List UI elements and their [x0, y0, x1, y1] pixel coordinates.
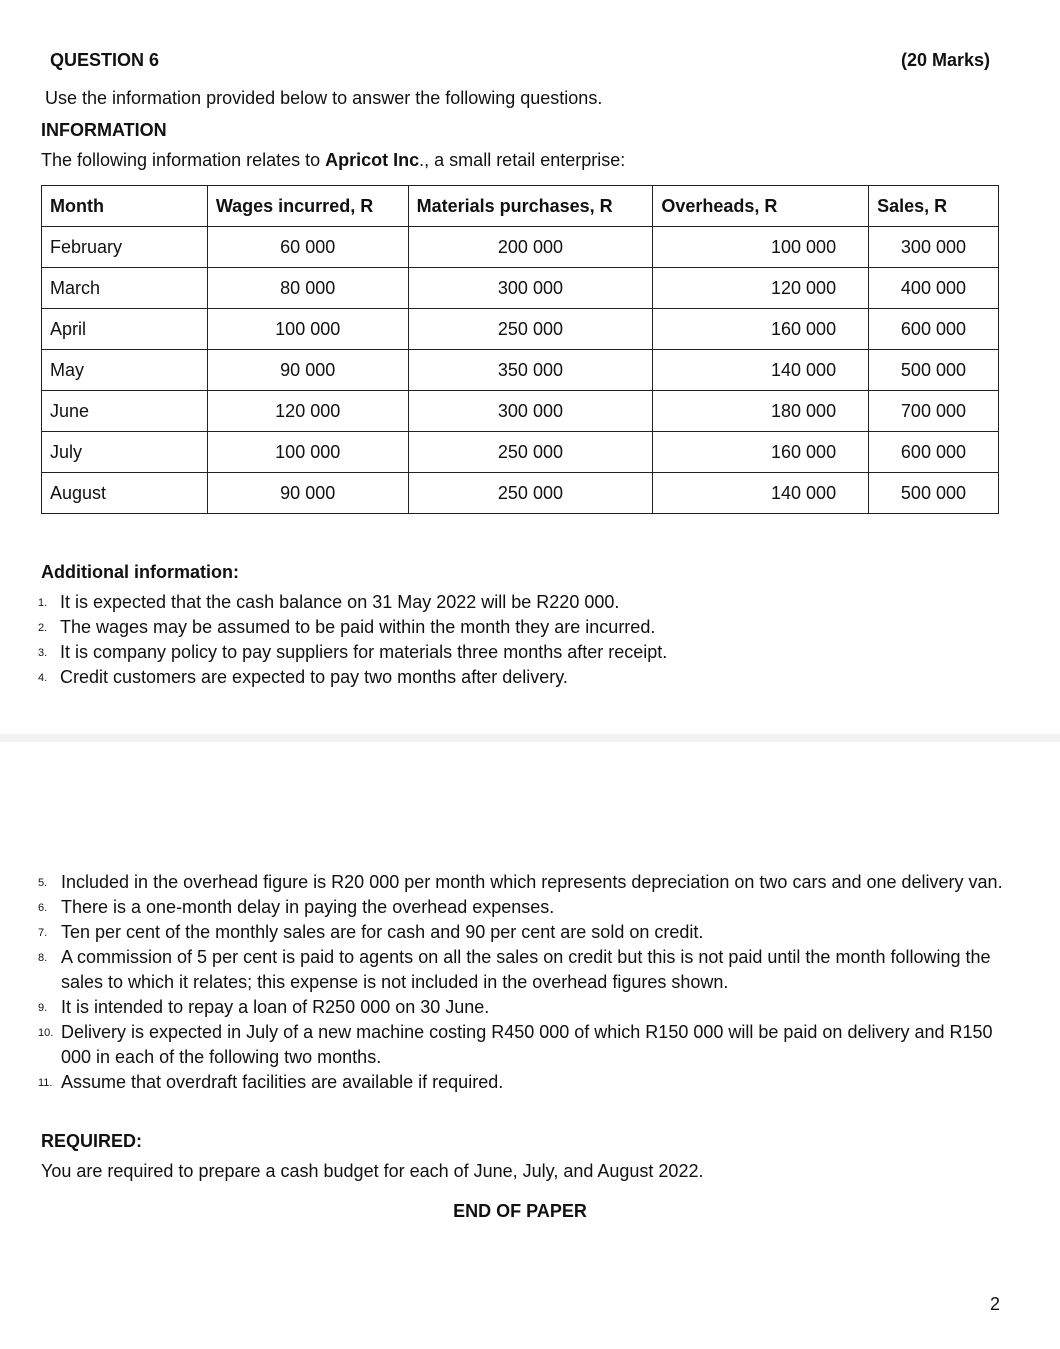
value-cell: 300 000 [408, 391, 653, 432]
table-row [42, 350, 999, 391]
list-item [38, 665, 998, 690]
month-cell: June [42, 391, 208, 432]
additional-info-heading: Additional information: [41, 562, 239, 582]
value-cell: 200 000 [408, 227, 653, 268]
list-item [38, 945, 1004, 995]
page-separator [0, 734, 1060, 742]
list-item-number: 4. [38, 672, 48, 684]
question-title: QUESTION 6 [50, 50, 160, 70]
value-cell: 100 000 [653, 227, 869, 268]
additional-info-list-page1 [38, 590, 998, 690]
table-body [42, 227, 999, 514]
value-cell: 160 000 [653, 432, 869, 473]
intro-text: Use the information provided below to answer the following questions. [45, 88, 603, 108]
required-heading: REQUIRED: [41, 1131, 143, 1151]
information-line [41, 150, 625, 171]
list-item-text: Credit customers are expected to pay two months after delivery. [60, 667, 568, 687]
list-item [38, 640, 998, 665]
list-item-number: 8. [38, 952, 48, 964]
list-item [38, 1020, 1004, 1070]
value-cell: 500 000 [869, 350, 999, 391]
value-cell: 120 000 [207, 391, 408, 432]
list-item-number: 2. [38, 622, 48, 634]
company-name: Apricot Inc [325, 150, 420, 170]
data-table [41, 185, 999, 514]
table-row [42, 432, 999, 473]
list-item [38, 920, 1004, 945]
list-item-number: 10. [38, 1027, 54, 1039]
table-row [42, 473, 999, 514]
list-item-number: 1. [38, 597, 48, 609]
list-item-text: Ten per cent of the monthly sales are for cash and 90 per cent are sold on credit. [61, 922, 704, 942]
list-item-number: 9. [38, 1002, 48, 1014]
list-item [38, 1070, 1004, 1095]
value-cell: 90 000 [207, 473, 408, 514]
header-wages: Wages incurred, R [207, 186, 408, 227]
value-cell: 500 000 [869, 473, 999, 514]
value-cell: 100 000 [207, 432, 408, 473]
month-cell: August [42, 473, 208, 514]
table-row [42, 391, 999, 432]
information-prefix: The following information relates to [41, 150, 326, 170]
information-heading: INFORMATION [41, 120, 167, 140]
value-cell: 300 000 [869, 227, 999, 268]
list-item-text: It is intended to repay a loan of R250 000 on 30 June. [61, 997, 490, 1017]
table-header-row [42, 186, 999, 227]
list-item [38, 895, 1004, 920]
required-text: You are required to prepare a cash budget for each of June, July, and August 2022. [41, 1161, 704, 1181]
header-sales: Sales, R [869, 186, 999, 227]
value-cell: 400 000 [869, 268, 999, 309]
table-row [42, 227, 999, 268]
list-item-text: Delivery is expected in July of a new machine costing R450 000 of which R150 000 will be paid on delivery and R150 000 in each of the following two months. [61, 1022, 993, 1067]
value-cell: 250 000 [408, 309, 653, 350]
header-materials: Materials purchases, R [408, 186, 653, 227]
list-item-number: 5. [38, 877, 48, 889]
information-suffix: ., a small retail enterprise: [419, 150, 626, 170]
list-item-number: 11. [38, 1077, 53, 1089]
value-cell: 90 000 [207, 350, 408, 391]
additional-info-list-page2 [38, 870, 1004, 1095]
list-item-text: It is expected that the cash balance on 31 May 2022 will be R220 000. [60, 592, 620, 612]
list-item [38, 590, 998, 615]
value-cell: 300 000 [408, 268, 653, 309]
value-cell: 140 000 [653, 350, 869, 391]
list-item-number: 7. [38, 927, 48, 939]
list-item-text: The wages may be assumed to be paid within the month they are incurred. [60, 617, 656, 637]
value-cell: 100 000 [207, 309, 408, 350]
month-cell: March [42, 268, 208, 309]
value-cell: 250 000 [408, 432, 653, 473]
month-cell: April [42, 309, 208, 350]
value-cell: 250 000 [408, 473, 653, 514]
table-row [42, 309, 999, 350]
list-item [38, 870, 1004, 895]
value-cell: 60 000 [207, 227, 408, 268]
page-number: 2 [989, 1294, 1000, 1314]
value-cell: 600 000 [869, 309, 999, 350]
question-marks: (20 Marks) [900, 50, 990, 70]
value-cell: 180 000 [653, 391, 869, 432]
value-cell: 350 000 [408, 350, 653, 391]
list-item [38, 615, 998, 640]
value-cell: 140 000 [653, 473, 869, 514]
list-item-number: 3. [38, 647, 48, 659]
list-item [38, 995, 1004, 1020]
table-row [42, 268, 999, 309]
end-of-paper: END OF PAPER [453, 1201, 587, 1221]
month-cell: February [42, 227, 208, 268]
list-item-text: A commission of 5 per cent is paid to agents on all the sales on credit but this is not paid until the month following the sales to which it relates; this expense is not included in the overhead figures shown. [61, 947, 991, 992]
month-cell: May [42, 350, 208, 391]
list-item-number: 6. [38, 902, 48, 914]
list-item-text: There is a one-month delay in paying the overhead expenses. [61, 897, 555, 917]
value-cell: 160 000 [653, 309, 869, 350]
list-item-text: Assume that overdraft facilities are available if required. [61, 1072, 504, 1092]
list-item-text: Included in the overhead figure is R20 000 per month which represents depreciation on two cars and one delivery van. [61, 872, 1003, 892]
header-month: Month [42, 186, 208, 227]
value-cell: 120 000 [653, 268, 869, 309]
list-item-text: It is company policy to pay suppliers for materials three months after receipt. [60, 642, 668, 662]
month-cell: July [42, 432, 208, 473]
value-cell: 600 000 [869, 432, 999, 473]
header-overheads: Overheads, R [653, 186, 869, 227]
value-cell: 80 000 [207, 268, 408, 309]
value-cell: 700 000 [869, 391, 999, 432]
